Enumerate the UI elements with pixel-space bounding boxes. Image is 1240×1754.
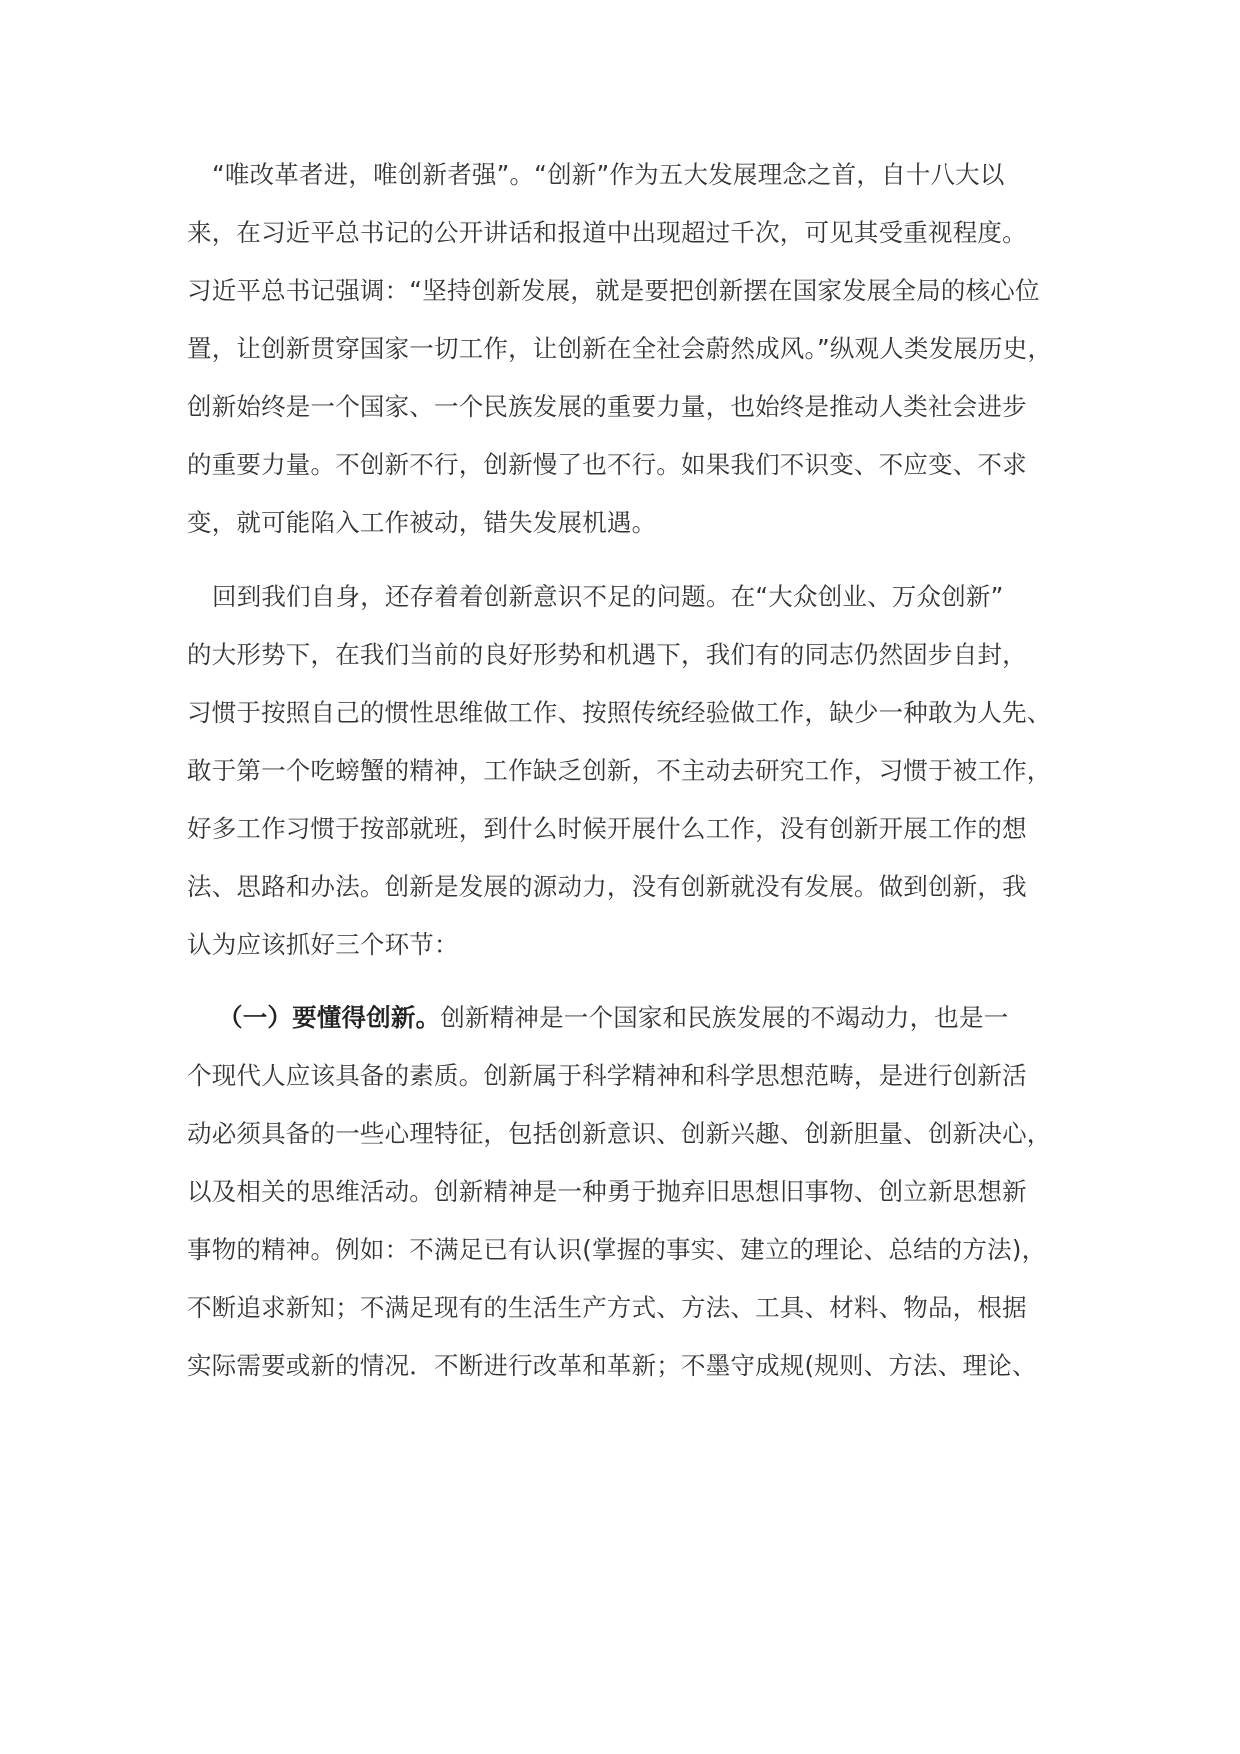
paragraph-1-line-4: 置，让创新贯穿国家一切工作，让创新在全社会蔚然成风。”纵观人类发展历史， <box>187 334 1053 363</box>
paragraph-2-line-5: 好多工作习惯于按部就班，到什么时候开展什么工作，没有创新开展工作的想 <box>187 814 1027 843</box>
paragraph-3-line-1 <box>218 1003 1118 1033</box>
paragraph-3-line-1-rest: 创新精神是一个国家和民族发展的不竭动力，也是一 <box>440 1003 1009 1032</box>
paragraph-2-line-6: 法、思路和办法。创新是发展的源动力，没有创新就没有发展。做到创新，我 <box>187 872 1027 901</box>
paragraph-3-line-6: 不断追求新知；不满足现有的生活生产方式、方法、工具、材料、物品，根据 <box>187 1293 1027 1322</box>
paragraph-3-line-5: 事物的精神。例如：不满足已有认识(掌握的事实、建立的理论、总结的方法)， <box>187 1235 1047 1264</box>
paragraph-3-line-2: 个现代人应该具备的素质。创新属于科学精神和科学思想范畴，是进行创新活 <box>187 1061 1027 1090</box>
paragraph-2-line-1: 回到我们自身，还存着着创新意识不足的问题。在“大众创业、万众创新” <box>212 582 1004 611</box>
section-heading: （一）要懂得创新。 <box>218 1003 441 1032</box>
paragraph-1-line-1: “唯改革者进，唯创新者强”。“创新”作为五大发展理念之首，自十八大以 <box>212 160 1005 189</box>
paragraph-1-line-5: 创新始终是一个国家、一个民族发展的重要力量，也始终是推动人类社会进步 <box>187 392 1027 421</box>
paragraph-1-line-6: 的重要力量。不创新不行，创新慢了也不行。如果我们不识变、不应变、不求 <box>187 450 1027 479</box>
paragraph-2-line-3: 习惯于按照自己的惯性思维做工作、按照传统经验做工作，缺少一种敢为人先、 <box>187 698 1052 727</box>
paragraph-1-line-7: 变，就可能陷入工作被动，错失发展机遇。 <box>187 508 657 537</box>
paragraph-3-line-4: 以及相关的思维活动。创新精神是一种勇于抛弃旧思想旧事物、创立新思想新 <box>187 1177 1027 1206</box>
paragraph-2-line-4: 敢于第一个吃螃蟹的精神，工作缺乏创新，不主动去研究工作，习惯于被工作， <box>187 756 1052 785</box>
paragraph-3-line-7: 实际需要或新的情况．不断进行改革和革新；不墨守成规(规则、方法、理论、 <box>187 1351 1037 1380</box>
paragraph-1-line-3: 习近平总书记强调：“坚持创新发展，就是要把创新摆在国家发展全局的核心位 <box>187 276 1040 305</box>
paragraph-3-line-3: 动必须具备的一些心理特征，包括创新意识、创新兴趣、创新胆量、创新决心， <box>187 1119 1052 1148</box>
paragraph-2-line-7: 认为应该抓好三个环节： <box>187 930 459 959</box>
paragraph-1-line-2: 来，在习近平总书记的公开讲话和报道中出现超过千次，可见其受重视程度。 <box>187 218 1027 247</box>
paragraph-2-line-2: 的大形势下，在我们当前的良好形势和机遇下，我们有的同志仍然固步自封， <box>187 640 1027 669</box>
